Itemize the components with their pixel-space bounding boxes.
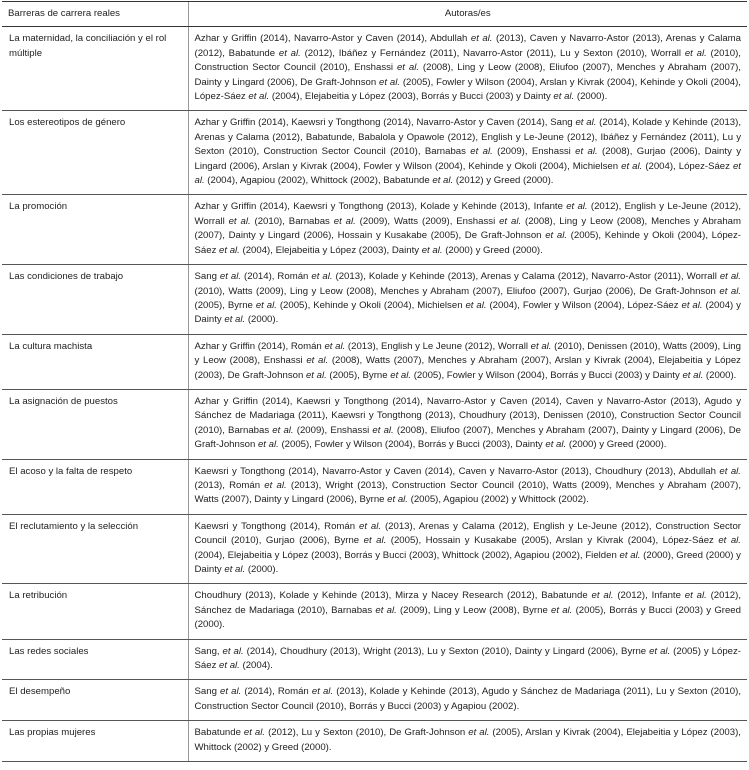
barrier-cell: La cultura machista xyxy=(2,334,188,389)
barrier-cell: La maternidad, la conciliación y el rol múltiple xyxy=(2,27,188,111)
barrier-cell: La asignación de puestos xyxy=(2,389,188,459)
barriers-table xyxy=(2,1,747,762)
authors-cell: Azhar y Griffin (2014), Kaewsri y Tongthong (2014), Navarro-Astor y Caven (2014), Sang et al. (2014), Kolade y Kehinde (2013), Arenas y Calama (2012), Babatunde, Babalola y Opawole (2012), English y Le-Jeune (2012), Ibáñez y Fernández (2011), Lu y Sexton (2010), Construction Sector Council (2010), Barnabas et al. (2009), Enshassi et al. (2008), Gurjao (2006), Dainty y Lingard (2006), Arslan y Kivrak (2004), Fowler y Wilson (2004), Kehinde y Okoli (2004), Michielsen et al. (2004), López-Sáez et al. (2004), Agapiou (2002), Whittock (2002), Babatunde et al. (2012) y Greed (2000). xyxy=(188,111,747,195)
table-row xyxy=(2,721,747,762)
header-barriers: Barreras de carrera reales xyxy=(2,2,188,27)
barrier-cell: Las propias mujeres xyxy=(2,721,188,762)
authors-cell: Sang, et al. (2014), Choudhury (2013), Wright (2013), Lu y Sexton (2010), Dainty y Lingard (2006), Byrne et al. (2005) y López-Sáez et al. (2004). xyxy=(188,639,747,680)
table-row xyxy=(2,27,747,111)
barrier-cell: Las condiciones de trabajo xyxy=(2,265,188,335)
barrier-cell: Las redes sociales xyxy=(2,639,188,680)
authors-cell: Sang et al. (2014), Román et al. (2013), Kolade y Kehinde (2013), Agudo y Sánchez de Madariaga (2011), Lu y Sexton (2010), Construction Sector Council (2010), Borrás y Bucci (2003) y Agapiou (2002). xyxy=(188,680,747,721)
table-header-row xyxy=(2,2,747,27)
table-row xyxy=(2,334,747,389)
header-authors: Autoras/es xyxy=(188,2,747,27)
table-row xyxy=(2,680,747,721)
authors-cell: Sang et al. (2014), Román et al. (2013), Kolade y Kehinde (2013), Arenas y Calama (2012), Navarro-Astor (2011), Worrall et al. (2010), Watts (2009), Ling y Leow (2008), Menches y Abraham (2007), Eliufoo (2007), Gurjao (2006), De Graft-Johnson et al. (2005), Byrne et al. (2005), Kehinde y Okoli (2004), Michielsen et al. (2004), Fowler y Wilson (2004), López-Sáez et al. (2004) y Dainty et al. (2000). xyxy=(188,265,747,335)
table-row xyxy=(2,389,747,459)
authors-cell: Azhar y Griffin (2014), Kaewsri y Tongthong (2013), Kolade y Kehinde (2013), Infante et al. (2012), English y Le-Jeune (2012), Worrall et al. (2010), Barnabas et al. (2009), Watts (2009), Enshassi et al. (2008), Ling y Leow (2008), Menches y Abraham (2007), Dainty y Lingard (2006), Hossain y Kusakabe (2005), De Graft-Johnson et al. (2005), Kehinde y Okoli (2004), López-Sáez et al. (2004), Elejabeitia y López (2003), Dainty et al. (2000) y Greed (2000). xyxy=(188,195,747,265)
barrier-cell: La retribución xyxy=(2,584,188,639)
authors-cell: Kaewsri y Tongthong (2014), Román et al. (2013), Arenas y Calama (2012), English y Le-Jeune (2012), Construction Sector Council (2010), Gurjao (2006), Byrne et al. (2005), Hossain y Kusakabe (2005), Arslan y Kivrak (2004), López-Sáez et al. (2004), Elejabeitia y López (2003), Borrás y Bucci (2003), Whittock (2002), Agapiou (2002), Fielden et al. (2000), Greed (2000) y Dainty et al. (2000). xyxy=(188,514,747,584)
table-row xyxy=(2,584,747,639)
barrier-cell: El acoso y la falta de respeto xyxy=(2,459,188,514)
authors-cell: Azhar y Griffin (2014), Román et al. (2013), English y Le Jeune (2012), Worrall et al. (2010), Denissen (2010), Watts (2009), Ling y Leow (2008), Enshassi et al. (2008), Watts (2007), Menches y Abraham (2007), Arslan y Kivrak (2004), Elejabeitia y López (2003), De Graft-Johnson et al. (2005), Byrne et al. (2005), Fowler y Wilson (2004), Borrás y Bucci (2003) y Dainty et al. (2000). xyxy=(188,334,747,389)
barrier-cell: La promoción xyxy=(2,195,188,265)
table-row xyxy=(2,195,747,265)
table-row xyxy=(2,639,747,680)
barrier-cell: El reclutamiento y la selección xyxy=(2,514,188,584)
barrier-cell: Los estereotipos de género xyxy=(2,111,188,195)
table-row xyxy=(2,459,747,514)
authors-cell: Azhar y Griffin (2014), Navarro-Astor y Caven (2014), Abdullah et al. (2013), Caven y Navarro-Astor (2013), Arenas y Calama (2012), Babatunde et al. (2012), Ibáñez y Fernández (2011), Navarro-Astor (2011), Lu y Sexton (2010), Worrall et al. (2010), Construction Sector Council (2010), Enshassi et al. (2008), Ling y Leow (2008), Eliufoo (2007), Menches y Abraham (2007), Dainty y Lingard (2006), De Graft-Johnson et al. (2005), Fowler y Wilson (2004), Arslan y Kivrak (2004), Kehinde y Okoli (2004), López-Sáez et al. (2004), Elejabeitia y López (2003), Borrás y Bucci (2003) y Dainty et al. (2000). xyxy=(188,27,747,111)
barrier-cell: El desempeño xyxy=(2,680,188,721)
table-row xyxy=(2,514,747,584)
authors-cell: Choudhury (2013), Kolade y Kehinde (2013), Mirza y Nacey Research (2012), Babatunde et al. (2012), Infante et al. (2012), Sánchez de Madariaga (2010), Barnabas et al. (2009), Ling y Leow (2008), Byrne et al. (2005), Borrás y Bucci (2003) y Greed (2000). xyxy=(188,584,747,639)
authors-cell: Kaewsri y Tongthong (2014), Navarro-Astor y Caven (2014), Caven y Navarro-Astor (2013), Choudhury (2013), Abdullah et al. (2013), Román et al. (2013), Wright (2013), Construction Sector Council (2010), Watts (2009), Menches y Abraham (2007), Watts (2007), Dainty y Lingard (2006), Byrne et al. (2005), Agapiou (2002) y Whittock (2002). xyxy=(188,459,747,514)
table-row xyxy=(2,111,747,195)
authors-cell: Babatunde et al. (2012), Lu y Sexton (2010), De Graft-Johnson et al. (2005), Arslan y Kivrak (2004), Elejabeitia y López (2003), Whittock (2002) y Greed (2000). xyxy=(188,721,747,762)
table-row xyxy=(2,265,747,335)
authors-cell: Azhar y Griffin (2014), Kaewsri y Tongthong (2014), Navarro-Astor y Caven (2014), Caven y Navarro-Astor (2013), Agudo y Sánchez de Madariaga (2011), Kaewsri y Tongthong (2013), Choudhury (2013), Denissen (2010), Construction Sector Council (2010), Barnabas et al. (2009), Enshassi et al. (2008), Eliufoo (2007), Menches y Abraham (2007), Dainty y Lingard (2006), De Graft-Johnson et al. (2005), Fowler y Wilson (2004), Borrás y Bucci (2003), Dainty et al. (2000) y Greed (2000). xyxy=(188,389,747,459)
